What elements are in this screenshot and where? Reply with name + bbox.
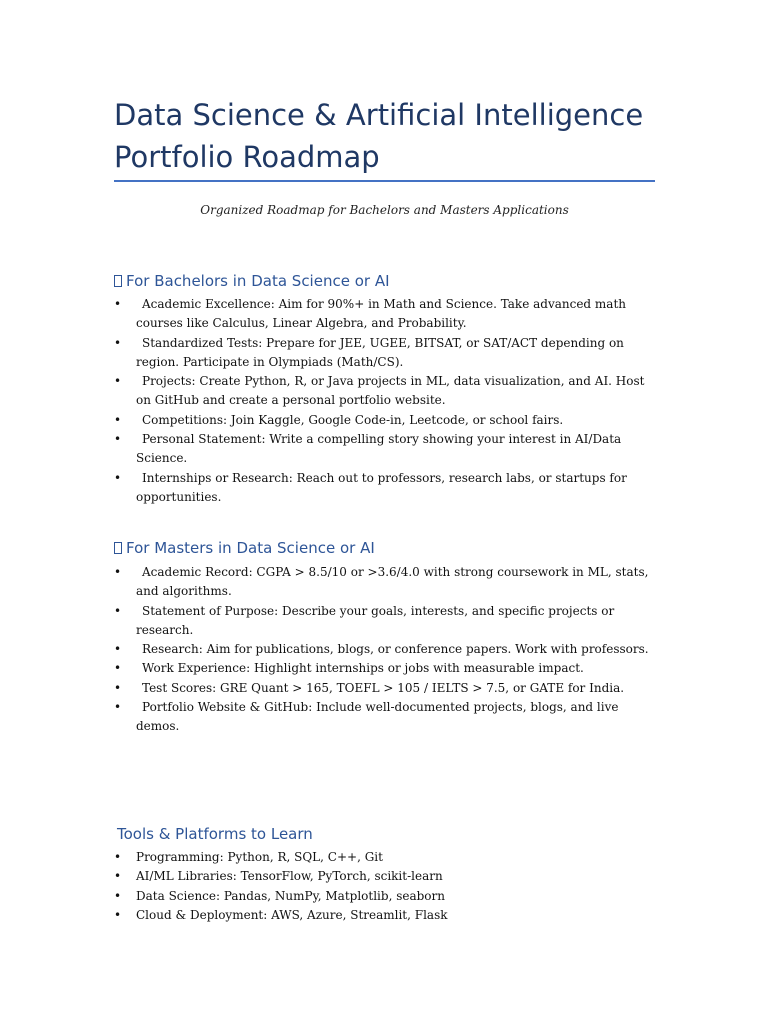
tools-list <box>114 848 659 925</box>
bullet-icon: • <box>114 888 122 903</box>
list-item-text: Academic Record: CGPA > 8.5/10 or >3.6/4.0 with strong coursework in ML, stats, and algorithms. <box>136 565 649 599</box>
missing-glyph-icon <box>114 275 122 287</box>
section-heading-text: Tools & Platforms to Learn <box>117 825 313 843</box>
list-item <box>114 334 659 373</box>
list-item-text: Work Experience: Highlight internships or jobs with measurable impact. <box>142 661 584 676</box>
list-item <box>114 430 659 469</box>
bullet-icon: • <box>114 642 122 657</box>
list-item-text: Statement of Purpose: Describe your goals, interests, and specific projects or research. <box>136 603 615 637</box>
list-item <box>114 411 659 430</box>
bullet-icon: • <box>114 869 122 884</box>
list-item <box>114 848 659 867</box>
document-subtitle: Organized Roadmap for Bachelors and Masters Applications <box>200 203 569 217</box>
list-item <box>114 887 659 906</box>
bachelors-list <box>114 295 659 507</box>
bullet-icon: • <box>114 374 122 389</box>
section-heading-text: For Masters in Data Science or AI <box>126 539 375 557</box>
list-item-text: Standardized Tests: Prepare for JEE, UGEE, BITSAT, or SAT/ACT depending on region. Participate in Olympiads (Math/CS). <box>136 335 624 369</box>
list-item-text: Internships or Research: Reach out to professors, research labs, or startups for opportunities. <box>136 470 627 504</box>
list-item <box>114 372 659 411</box>
bullet-icon: • <box>114 907 122 922</box>
bullet-icon: • <box>114 335 122 350</box>
missing-glyph-icon <box>114 542 122 554</box>
list-item <box>114 867 659 886</box>
list-item <box>114 906 659 925</box>
list-item-text: Portfolio Website & GitHub: Include well-documented projects, blogs, and live demos. <box>136 700 619 734</box>
bullet-icon: • <box>114 850 122 864</box>
list-item <box>114 698 659 737</box>
list-item-text: Test Scores: GRE Quant > 165, TOEFL > 105 / IELTS > 7.5, or GATE for India. <box>142 680 625 695</box>
section-heading-text: For Bachelors in Data Science or AI <box>126 272 390 290</box>
list-item <box>114 602 659 641</box>
list-item-text: Projects: Create Python, R, or Java projects in ML, data visualization, and AI. Host on GitHub and create a personal portfolio website. <box>136 374 645 408</box>
list-item <box>114 679 659 698</box>
bullet-icon: • <box>114 680 122 695</box>
section-heading-bachelors <box>114 271 390 291</box>
list-item-text: Programming: Python, R, SQL, C++, Git <box>136 850 383 864</box>
section-heading-tools <box>117 824 313 844</box>
list-item-text: Data Science: Pandas, NumPy, Matplotlib, seaborn <box>136 888 445 903</box>
bullet-icon: • <box>114 297 122 311</box>
list-item-text: Research: Aim for publications, blogs, or conference papers. Work with professors. <box>142 642 649 657</box>
section-heading-masters <box>114 538 375 558</box>
list-item-text: Personal Statement: Write a compelling story showing your interest in AI/Data Science. <box>136 432 622 466</box>
title-underline <box>114 180 655 182</box>
list-item <box>114 295 659 334</box>
bullet-icon: • <box>114 661 122 676</box>
bullet-icon: • <box>114 470 122 485</box>
list-item <box>114 563 659 602</box>
list-item <box>114 659 659 678</box>
list-item-text: Competitions: Join Kaggle, Google Code-in, Leetcode, or school fairs. <box>142 412 564 427</box>
list-item-text: Academic Excellence: Aim for 90%+ in Math and Science. Take advanced math courses like Calculus, Linear Algebra, and Probability. <box>136 297 627 331</box>
masters-list <box>114 563 659 737</box>
document-title: Data Science & Artificial Intelligence Portfolio Roadmap <box>114 98 644 174</box>
bullet-icon: • <box>114 603 122 618</box>
bullet-icon: • <box>114 432 122 447</box>
list-item <box>114 469 659 508</box>
list-item <box>114 640 659 659</box>
list-item-text: Cloud & Deployment: AWS, Azure, Streamlit, Flask <box>136 907 448 922</box>
list-item-text: AI/ML Libraries: TensorFlow, PyTorch, scikit-learn <box>136 869 443 884</box>
bullet-icon: • <box>114 412 122 427</box>
bullet-icon: • <box>114 700 122 715</box>
bullet-icon: • <box>114 565 122 579</box>
